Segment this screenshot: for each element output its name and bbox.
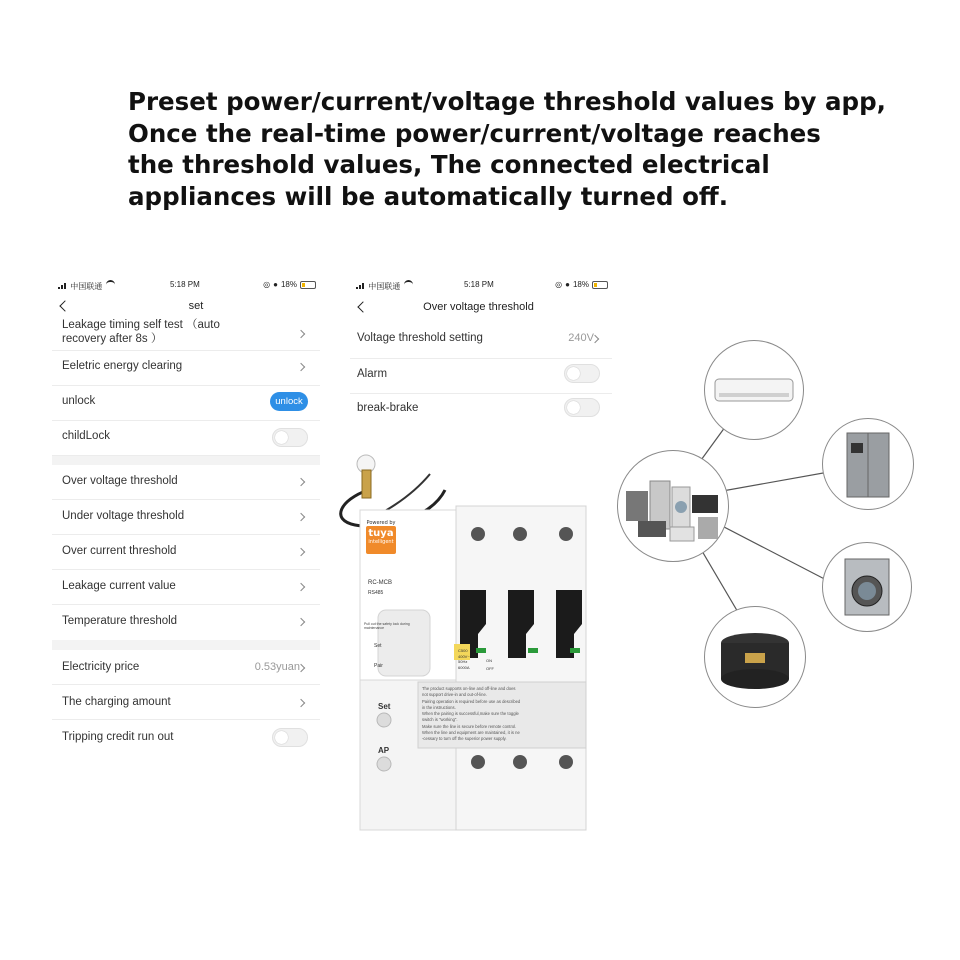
row-label: childLock	[62, 430, 110, 442]
chevron-right-icon	[297, 583, 305, 591]
breaker-drawing	[320, 450, 620, 910]
headline-line: Once the real-time power/current/voltage reaches	[128, 118, 821, 148]
settings-row[interactable]	[52, 605, 320, 639]
row-label: unlock	[62, 395, 96, 407]
settings-row	[52, 421, 320, 456]
chevron-right-icon	[297, 513, 305, 521]
status-bar	[350, 278, 612, 292]
status-right	[263, 280, 316, 289]
headline	[128, 86, 928, 212]
battery-percent: 18%	[572, 280, 589, 289]
settings-row[interactable]	[52, 650, 320, 685]
note-line: not support drive-in and out-of-line.	[422, 692, 487, 698]
note-line: switch is "working".	[422, 717, 458, 723]
model-label: RC-MCB	[368, 580, 392, 586]
pair-label: Pair	[374, 663, 383, 669]
signal-icon	[58, 282, 68, 289]
status-right	[555, 280, 608, 289]
electricity-price-value: 0.53yuan	[254, 661, 300, 673]
rice-cooker-icon	[704, 606, 806, 708]
row-label: Over voltage threshold	[62, 475, 178, 487]
chevron-right-icon	[297, 478, 305, 486]
appliance-group-icon	[617, 450, 729, 562]
note-line: When the line and equipment are maintained, it is ne	[422, 730, 520, 736]
nav-bar	[350, 300, 612, 320]
circuit-breaker-image	[320, 450, 620, 910]
section-divider	[52, 640, 320, 650]
air-conditioner-icon	[704, 340, 804, 440]
row-label: Alarm	[357, 368, 388, 380]
lock-rotation-icon: ◎	[263, 280, 271, 289]
refrigerator-icon	[822, 418, 914, 510]
settings-row[interactable]	[350, 324, 612, 359]
chevron-right-icon	[297, 548, 305, 556]
section-divider	[52, 456, 320, 465]
chevron-right-icon	[297, 330, 305, 338]
rating-text: C500	[458, 648, 468, 653]
tuya-logo	[366, 520, 396, 545]
wifi-icon	[106, 280, 115, 289]
note-line: in the instructions.	[422, 704, 456, 710]
set-small-label: Set	[374, 643, 382, 649]
row-label: Electricity price	[62, 661, 140, 673]
row-label: break-brake	[357, 402, 419, 414]
settings-row[interactable]	[52, 685, 320, 720]
row-label: Eeletric energy clearing	[62, 360, 183, 372]
alarm-toggle[interactable]	[564, 364, 600, 383]
frequency-text: 50Hz	[458, 659, 468, 664]
on-label: ON	[486, 658, 492, 663]
carrier	[58, 280, 115, 292]
safety-warning: Pull out the safety lock during maintenance	[364, 622, 410, 630]
set-label: Set	[378, 702, 391, 711]
row-label: The charging amount	[62, 696, 171, 708]
settings-row[interactable]	[52, 535, 320, 570]
voltage-threshold-value: 240V	[568, 332, 594, 344]
battery-icon	[592, 281, 608, 289]
settings-row[interactable]	[52, 318, 320, 351]
settings-row[interactable]	[52, 500, 320, 535]
clock: 5:18 PM	[464, 280, 494, 289]
voltage-text: 400V~	[458, 653, 470, 659]
headline-line: Preset power/current/voltage threshold values by app,	[128, 87, 886, 116]
settings-row[interactable]	[52, 570, 320, 605]
carrier-name: 中国联通	[368, 282, 401, 291]
settings-row	[350, 394, 612, 428]
washing-machine-icon	[822, 542, 912, 632]
chevron-right-icon	[297, 699, 305, 707]
wifi-icon	[404, 280, 413, 289]
row-label: Tripping credit run out	[62, 731, 174, 743]
childlock-toggle[interactable]	[272, 428, 308, 447]
row-label: Leakage timing self test （auto	[62, 319, 220, 331]
carrier	[356, 280, 413, 292]
brand-top-text: Powered by	[366, 520, 396, 526]
row-label: Under voltage threshold	[62, 510, 185, 522]
alarm-icon: ●	[565, 280, 570, 289]
alarm-icon: ●	[273, 280, 278, 289]
row-label: Voltage threshold setting	[357, 332, 483, 344]
battery-icon	[300, 281, 316, 289]
settings-row[interactable]	[52, 465, 320, 500]
row-label: Over current threshold	[62, 545, 177, 557]
unlock-button[interactable]: unlock	[270, 392, 308, 411]
break-brake-toggle[interactable]	[564, 398, 600, 417]
instruction-notes	[422, 686, 582, 743]
settings-screen	[52, 278, 320, 760]
brand-text: tuya	[368, 528, 394, 539]
appliance-network	[612, 330, 960, 720]
headline-line: the threshold values, The connected electrical	[128, 150, 770, 179]
settings-row	[350, 359, 612, 394]
note-line: When the pairing is successful,make sure the toggle	[422, 711, 519, 717]
row-label: Temperature threshold	[62, 615, 178, 627]
nav-bar	[52, 299, 320, 319]
page-title: Over voltage threshold	[423, 301, 534, 313]
carrier-name: 中国联通	[70, 282, 103, 291]
status-bar	[52, 278, 320, 292]
chevron-right-icon	[297, 618, 305, 626]
settings-row	[52, 720, 320, 754]
chevron-right-icon	[297, 363, 305, 371]
lock-rotation-icon: ◎	[555, 280, 563, 289]
note-line: The product supports on-line and off-line and does	[422, 686, 516, 691]
off-label: OFF	[486, 666, 494, 671]
breaking-capacity-text: 6000A	[458, 664, 470, 670]
note-line: -cessary to turn off the superior power supply.	[422, 736, 507, 742]
back-icon[interactable]	[59, 300, 70, 311]
protocol-label: RS485	[368, 590, 384, 596]
ap-label: AP	[378, 746, 390, 755]
battery-percent: 18%	[280, 280, 297, 289]
signal-icon	[356, 282, 366, 289]
settings-row	[52, 386, 320, 421]
brand-sub-text: intelligent	[368, 539, 394, 545]
headline-line: appliances will be automatically turned off.	[128, 181, 729, 211]
tripping-credit-toggle[interactable]	[272, 728, 308, 747]
over-voltage-screen	[350, 278, 612, 428]
note-line: Make sure the line is secure before remote control.	[422, 723, 517, 729]
note-line: Pairing operation is required before use as described	[422, 698, 521, 704]
row-label: Leakage current value	[62, 580, 176, 592]
row-label: recovery after 8s ）	[62, 333, 163, 345]
clock: 5:18 PM	[170, 280, 200, 289]
settings-row[interactable]	[52, 351, 320, 386]
rating-block	[458, 648, 470, 670]
page-title: set	[188, 300, 204, 312]
